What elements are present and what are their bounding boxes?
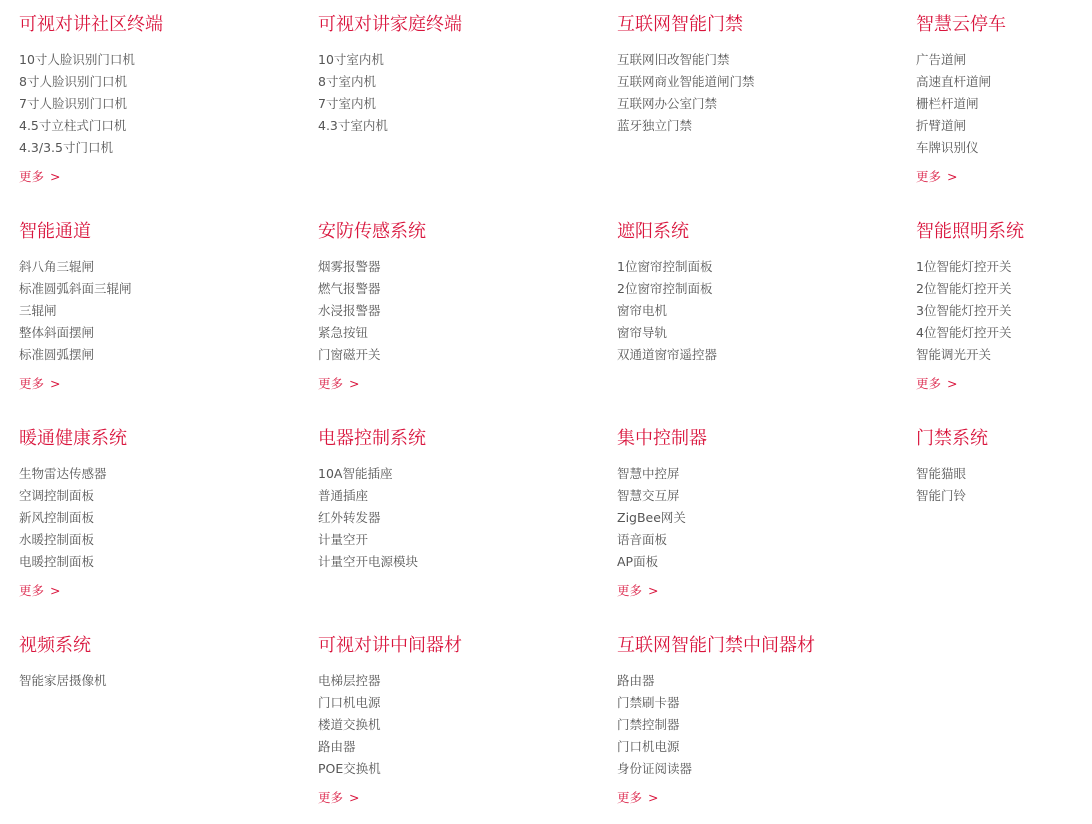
more-link[interactable]	[916, 166, 958, 188]
category-item-link[interactable]: 折臂道闸	[916, 118, 967, 133]
category-item-link[interactable]: 车牌识别仪	[916, 140, 979, 155]
category-item-list	[916, 463, 1092, 507]
category-item-link[interactable]: 燃气报警器	[318, 281, 381, 296]
category-item-link[interactable]: 路由器	[318, 739, 356, 754]
category-item-link[interactable]: 双通道窗帘遥控器	[617, 347, 718, 362]
category-item-link[interactable]: 门窗磁开关	[318, 347, 381, 362]
category-item-link[interactable]: 2位窗帘控制面板	[617, 281, 713, 296]
chevron-right-icon: >	[50, 583, 61, 598]
more-label: 更多	[19, 583, 45, 598]
more-link[interactable]	[19, 580, 61, 602]
chevron-right-icon: >	[349, 376, 360, 391]
category-item-list	[916, 256, 1092, 366]
category-item-list	[617, 463, 897, 573]
category-item-link[interactable]: 标准圆弧摆闸	[19, 347, 95, 362]
category-block	[916, 13, 1092, 188]
more-label: 更多	[19, 169, 45, 184]
more-label: 更多	[617, 583, 643, 598]
category-item-list	[19, 670, 299, 692]
category-item-link[interactable]: 普通插座	[318, 488, 369, 503]
category-title[interactable]: 智能通道	[19, 221, 91, 242]
category-item-link[interactable]: 4位智能灯控开关	[916, 325, 1012, 340]
category-item-list	[617, 670, 897, 780]
category-item-link[interactable]: 整体斜面摆闸	[19, 325, 95, 340]
category-block	[916, 220, 1092, 395]
category-title[interactable]: 遮阳系统	[617, 221, 689, 242]
category-title[interactable]: 电器控制系统	[318, 428, 426, 449]
category-item-link[interactable]: 门口机电源	[318, 695, 381, 710]
category-item-link[interactable]: 智能猫眼	[916, 466, 967, 481]
category-title[interactable]: 暖通健康系统	[19, 428, 127, 449]
category-item-list	[19, 256, 299, 366]
category-item-link[interactable]: 语音面板	[617, 532, 668, 547]
category-block	[318, 220, 598, 395]
chevron-right-icon: >	[947, 169, 958, 184]
category-item-list	[318, 49, 598, 137]
more-link[interactable]	[19, 166, 61, 188]
category-block	[318, 427, 598, 573]
chevron-right-icon: >	[50, 169, 61, 184]
category-title[interactable]: 可视对讲家庭终端	[318, 14, 462, 35]
category-item-list	[19, 463, 299, 573]
category-item-link[interactable]: 计量空开	[318, 532, 369, 547]
category-block	[19, 427, 299, 602]
category-block	[318, 13, 598, 137]
category-item-link[interactable]: 紧急按钮	[318, 325, 369, 340]
category-title[interactable]: 互联网智能门禁中间器材	[617, 635, 815, 656]
category-item-link[interactable]: 7寸人脸识别门口机	[19, 96, 127, 111]
category-block	[19, 13, 299, 188]
category-item-link[interactable]: 4.3寸室内机	[318, 118, 388, 133]
more-label: 更多	[318, 790, 344, 805]
category-item-list	[318, 670, 598, 780]
chevron-right-icon: >	[349, 790, 360, 805]
category-item-link[interactable]: 10寸室内机	[318, 52, 384, 67]
category-item-link[interactable]: 10寸人脸识别门口机	[19, 52, 135, 67]
category-title[interactable]: 集中控制器	[617, 428, 707, 449]
category-title[interactable]: 可视对讲社区终端	[19, 14, 163, 35]
category-block	[916, 427, 1092, 507]
category-item-link[interactable]: 栅栏杆道闸	[916, 96, 979, 111]
category-item-link[interactable]: 10A智能插座	[318, 466, 393, 481]
category-item-link[interactable]: ZigBee网关	[617, 510, 686, 525]
category-item-link[interactable]: 智能调光开关	[916, 347, 992, 362]
category-item-link[interactable]: 广告道闸	[916, 52, 967, 67]
category-item-list	[318, 463, 598, 573]
more-label: 更多	[617, 790, 643, 805]
category-title[interactable]: 智能照明系统	[916, 221, 1024, 242]
category-item-link[interactable]: 互联网商业智能道闸门禁	[617, 74, 755, 89]
chevron-right-icon: >	[50, 376, 61, 391]
category-item-link[interactable]: 红外转发器	[318, 510, 381, 525]
category-item-list	[617, 49, 897, 137]
category-item-link[interactable]: 窗帘电机	[617, 303, 668, 318]
category-item-list	[617, 256, 897, 366]
more-link[interactable]	[916, 373, 958, 395]
category-block	[617, 634, 897, 809]
category-item-link[interactable]: 三辊闸	[19, 303, 57, 318]
category-item-link[interactable]: 电暖控制面板	[19, 554, 95, 569]
category-item-list	[19, 49, 299, 159]
more-label: 更多	[19, 376, 45, 391]
category-item-link[interactable]: 楼道交换机	[318, 717, 381, 732]
category-item-link[interactable]: 高速直杆道闸	[916, 74, 992, 89]
more-link[interactable]	[318, 373, 360, 395]
category-item-link[interactable]: 门禁刷卡器	[617, 695, 680, 710]
category-item-link[interactable]: 空调控制面板	[19, 488, 95, 503]
category-title[interactable]: 智慧云停车	[916, 14, 1006, 35]
category-item-link[interactable]: 烟雾报警器	[318, 259, 381, 274]
category-block	[617, 220, 897, 366]
category-item-link[interactable]: 智能门铃	[916, 488, 967, 503]
category-block	[318, 634, 598, 809]
category-item-link[interactable]: 门禁控制器	[617, 717, 680, 732]
category-item-link[interactable]: 7寸室内机	[318, 96, 376, 111]
chevron-right-icon: >	[648, 583, 659, 598]
category-item-link[interactable]: 电梯层控器	[318, 673, 381, 688]
category-item-link[interactable]: 互联网旧改智能门禁	[617, 52, 730, 67]
category-item-link[interactable]: POE交换机	[318, 761, 381, 776]
category-item-link[interactable]: 窗帘导轨	[617, 325, 668, 340]
category-item-list	[318, 256, 598, 366]
category-block	[19, 634, 299, 692]
chevron-right-icon: >	[648, 790, 659, 805]
category-item-link[interactable]: 智能家居摄像机	[19, 673, 107, 688]
category-item-list	[916, 49, 1092, 159]
more-label: 更多	[318, 376, 344, 391]
more-link[interactable]	[318, 787, 360, 809]
category-item-link[interactable]: 3位智能灯控开关	[916, 303, 1012, 318]
category-item-link[interactable]: 智慧中控屏	[617, 466, 680, 481]
more-label: 更多	[916, 169, 942, 184]
category-block	[19, 220, 299, 395]
more-link[interactable]	[19, 373, 61, 395]
category-title[interactable]: 安防传感系统	[318, 221, 426, 242]
category-item-link[interactable]: 门口机电源	[617, 739, 680, 754]
category-block	[617, 427, 897, 602]
category-title[interactable]: 视频系统	[19, 635, 91, 656]
category-item-link[interactable]: 身份证阅读器	[617, 761, 693, 776]
category-item-link[interactable]: 互联网办公室门禁	[617, 96, 718, 111]
category-title[interactable]: 可视对讲中间器材	[318, 635, 462, 656]
category-item-link[interactable]: 智慧交互屏	[617, 488, 680, 503]
category-item-link[interactable]: 蓝牙独立门禁	[617, 118, 693, 133]
category-title[interactable]: 互联网智能门禁	[617, 14, 743, 35]
category-item-link[interactable]: 生物雷达传感器	[19, 466, 107, 481]
category-item-link[interactable]: 新风控制面板	[19, 510, 95, 525]
category-item-link[interactable]: 水暖控制面板	[19, 532, 95, 547]
more-link[interactable]	[617, 787, 659, 809]
category-item-link[interactable]: 1位智能灯控开关	[916, 259, 1012, 274]
category-item-link[interactable]: 斜八角三辊闸	[19, 259, 95, 274]
category-block	[617, 13, 897, 137]
category-item-link[interactable]: AP面板	[617, 554, 659, 569]
category-title[interactable]: 门禁系统	[916, 428, 988, 449]
category-item-link[interactable]: 4.3/3.5寸门口机	[19, 140, 113, 155]
chevron-right-icon: >	[947, 376, 958, 391]
category-item-link[interactable]: 8寸人脸识别门口机	[19, 74, 127, 89]
category-item-link[interactable]: 2位智能灯控开关	[916, 281, 1012, 296]
category-item-link[interactable]: 路由器	[617, 673, 655, 688]
more-label: 更多	[916, 376, 942, 391]
more-link[interactable]	[617, 580, 659, 602]
category-item-link[interactable]: 水浸报警器	[318, 303, 381, 318]
category-item-link[interactable]: 8寸室内机	[318, 74, 376, 89]
category-item-link[interactable]: 标准圆弧斜面三辊闸	[19, 281, 132, 296]
category-item-link[interactable]: 1位窗帘控制面板	[617, 259, 713, 274]
category-item-link[interactable]: 4.5寸立柱式门口机	[19, 118, 127, 133]
category-item-link[interactable]: 计量空开电源模块	[318, 554, 419, 569]
